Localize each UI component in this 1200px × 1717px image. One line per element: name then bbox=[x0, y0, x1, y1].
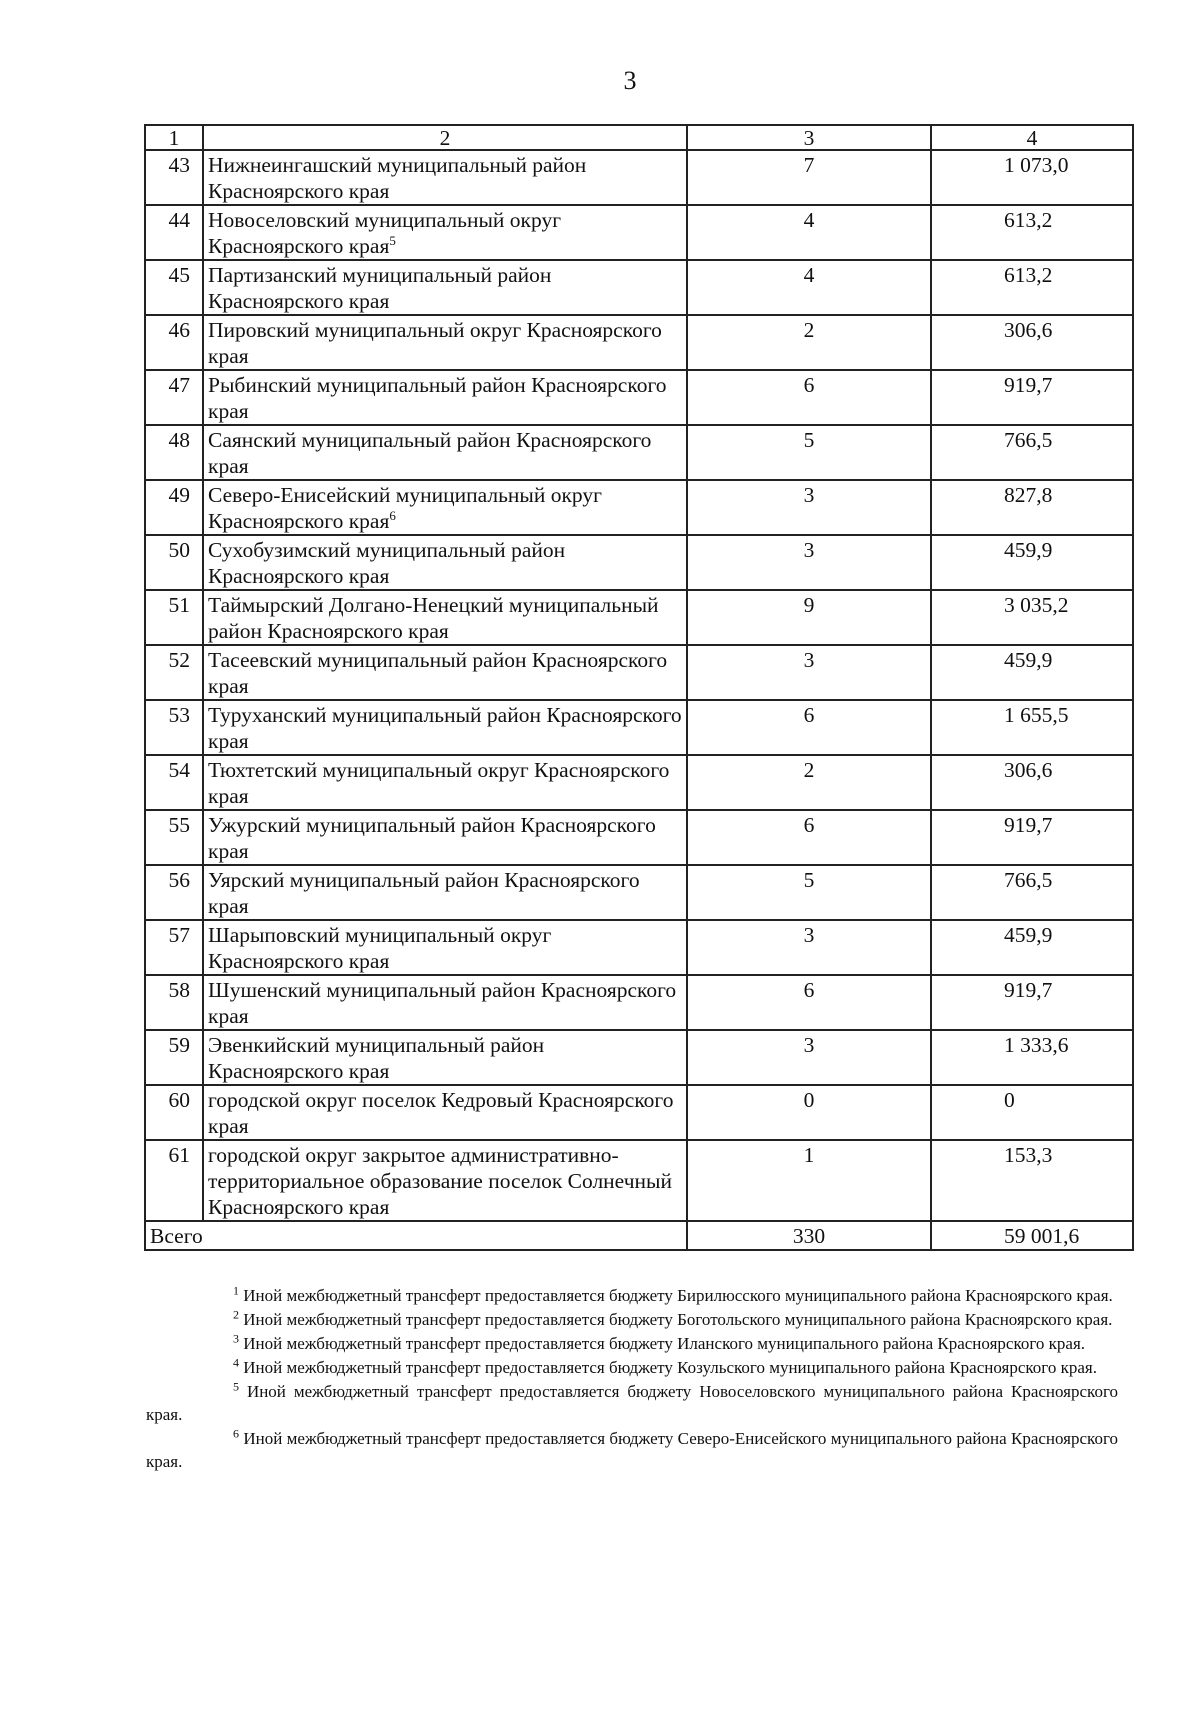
footnote-mark: 4 bbox=[233, 1355, 239, 1370]
municipality-name bbox=[203, 920, 687, 975]
amount-cell: 153,3 bbox=[931, 1140, 1133, 1221]
count-cell: 2 bbox=[687, 755, 931, 810]
amount-cell: 766,5 bbox=[931, 425, 1133, 480]
count-cell: 3 bbox=[687, 480, 931, 535]
municipality-name bbox=[203, 150, 687, 205]
municipality-name-text: городской округ поселок Кедровый Красноярского края bbox=[208, 1088, 674, 1138]
header-col-4: 4 bbox=[931, 125, 1133, 150]
table-row bbox=[145, 1140, 1133, 1221]
table-header-row bbox=[145, 125, 1133, 150]
amount-cell: 919,7 bbox=[931, 810, 1133, 865]
footnote-text: Иной межбюджетный трансферт предоставляется бюджету Северо-Енисейского муниципального района Красноярского края. bbox=[146, 1429, 1118, 1471]
footnote bbox=[146, 1356, 1118, 1379]
footnote bbox=[146, 1284, 1118, 1307]
table-row bbox=[145, 150, 1133, 205]
municipality-name bbox=[203, 1085, 687, 1140]
municipality-name bbox=[203, 425, 687, 480]
table-row bbox=[145, 205, 1133, 260]
municipality-name-text: Тасеевский муниципальный район Красноярского края bbox=[208, 648, 668, 698]
count-cell: 9 bbox=[687, 590, 931, 645]
municipality-name bbox=[203, 260, 687, 315]
row-number: 57 bbox=[145, 920, 203, 975]
count-cell: 3 bbox=[687, 920, 931, 975]
municipality-name-text: Нижнеингашский муниципальный район Красноярского края bbox=[208, 153, 587, 203]
row-number: 53 bbox=[145, 700, 203, 755]
municipality-name bbox=[203, 1030, 687, 1085]
row-number: 44 bbox=[145, 205, 203, 260]
amount-cell: 919,7 bbox=[931, 370, 1133, 425]
municipality-name bbox=[203, 315, 687, 370]
municipality-name bbox=[203, 370, 687, 425]
table-row bbox=[145, 1030, 1133, 1085]
amount-cell: 919,7 bbox=[931, 975, 1133, 1030]
count-cell: 0 bbox=[687, 1085, 931, 1140]
total-count: 330 bbox=[687, 1221, 931, 1250]
footnote-ref: 5 bbox=[389, 232, 396, 248]
table-row bbox=[145, 645, 1133, 700]
count-cell: 6 bbox=[687, 700, 931, 755]
table-row bbox=[145, 590, 1133, 645]
amount-cell: 1 073,0 bbox=[931, 150, 1133, 205]
count-cell: 3 bbox=[687, 1030, 931, 1085]
amount-cell: 459,9 bbox=[931, 920, 1133, 975]
municipality-name bbox=[203, 865, 687, 920]
footnotes bbox=[146, 1284, 1118, 1474]
municipality-name-text: Уярский муниципальный район Красноярского края bbox=[208, 868, 640, 918]
total-label: Всего bbox=[145, 1221, 687, 1250]
amount-cell: 306,6 bbox=[931, 315, 1133, 370]
count-cell: 3 bbox=[687, 645, 931, 700]
row-number: 43 bbox=[145, 150, 203, 205]
table-row bbox=[145, 920, 1133, 975]
municipality-name bbox=[203, 700, 687, 755]
municipality-name-text: Ужурский муниципальный район Красноярского края bbox=[208, 813, 656, 863]
municipality-name-text: Таймырский Долгано-Ненецкий муниципальный район Красноярского края bbox=[208, 593, 659, 643]
table-row bbox=[145, 810, 1133, 865]
municipality-name-text: Северо-Енисейский муниципальный округ Красноярского края bbox=[208, 483, 602, 533]
row-number: 52 bbox=[145, 645, 203, 700]
municipality-name-text: Эвенкийский муниципальный район Красноярского края bbox=[208, 1033, 545, 1083]
footnote-ref: 6 bbox=[389, 507, 396, 523]
municipality-name bbox=[203, 975, 687, 1030]
row-number: 61 bbox=[145, 1140, 203, 1221]
table-row bbox=[145, 260, 1133, 315]
municipality-name-text: городской округ закрытое административно-территориальное образование поселок Солнечный Красноярского края bbox=[208, 1143, 672, 1219]
municipality-name-text: Пировский муниципальный округ Красноярского края bbox=[208, 318, 662, 368]
footnote-text: Иной межбюджетный трансферт предоставляется бюджету Новоселовского муниципального района Красноярского края. bbox=[146, 1382, 1118, 1424]
row-number: 54 bbox=[145, 755, 203, 810]
amount-cell: 1 655,5 bbox=[931, 700, 1133, 755]
footnote-mark: 5 bbox=[233, 1379, 239, 1394]
count-cell: 5 bbox=[687, 865, 931, 920]
row-number: 47 bbox=[145, 370, 203, 425]
table-row bbox=[145, 535, 1133, 590]
header-col-3: 3 bbox=[687, 125, 931, 150]
municipality-name-text: Сухобузимский муниципальный район Красноярского края bbox=[208, 538, 566, 588]
amount-cell: 613,2 bbox=[931, 205, 1133, 260]
municipality-name-text: Тюхтетский муниципальный округ Красноярского края bbox=[208, 758, 670, 808]
header-col-1: 1 bbox=[145, 125, 203, 150]
municipality-name bbox=[203, 205, 687, 260]
amount-cell: 459,9 bbox=[931, 645, 1133, 700]
municipality-name bbox=[203, 810, 687, 865]
row-number: 51 bbox=[145, 590, 203, 645]
municipality-name-text: Шарыповский муниципальный округ Красноярского края bbox=[208, 923, 552, 973]
count-cell: 4 bbox=[687, 260, 931, 315]
row-number: 45 bbox=[145, 260, 203, 315]
footnote-text: Иной межбюджетный трансферт предоставляется бюджету Козульского муниципального района Красноярского края. bbox=[243, 1358, 1097, 1377]
count-cell: 7 bbox=[687, 150, 931, 205]
amount-cell: 459,9 bbox=[931, 535, 1133, 590]
row-number: 58 bbox=[145, 975, 203, 1030]
amount-cell: 613,2 bbox=[931, 260, 1133, 315]
table-row bbox=[145, 315, 1133, 370]
footnote bbox=[146, 1332, 1118, 1355]
count-cell: 6 bbox=[687, 810, 931, 865]
municipality-name-text: Партизанский муниципальный район Красноярского края bbox=[208, 263, 552, 313]
municipality-name-text: Саянский муниципальный район Красноярского края bbox=[208, 428, 652, 478]
municipality-name bbox=[203, 1140, 687, 1221]
municipality-name bbox=[203, 755, 687, 810]
amount-cell: 3 035,2 bbox=[931, 590, 1133, 645]
count-cell: 3 bbox=[687, 535, 931, 590]
municipality-name-text: Рыбинский муниципальный район Красноярского края bbox=[208, 373, 667, 423]
count-cell: 4 bbox=[687, 205, 931, 260]
table-row bbox=[145, 370, 1133, 425]
table-row bbox=[145, 865, 1133, 920]
footnote-text: Иной межбюджетный трансферт предоставляется бюджету Боготольского муниципального района Красноярского края. bbox=[243, 1310, 1113, 1329]
count-cell: 5 bbox=[687, 425, 931, 480]
footnote bbox=[146, 1427, 1118, 1473]
count-cell: 6 bbox=[687, 975, 931, 1030]
table-row bbox=[145, 700, 1133, 755]
row-number: 56 bbox=[145, 865, 203, 920]
footnote-text: Иной межбюджетный трансферт предоставляется бюджету Бирилюсского муниципального района Красноярского края. bbox=[243, 1286, 1113, 1305]
count-cell: 6 bbox=[687, 370, 931, 425]
table-row bbox=[145, 1085, 1133, 1140]
footnote-mark: 6 bbox=[233, 1426, 239, 1441]
table-row bbox=[145, 975, 1133, 1030]
row-number: 50 bbox=[145, 535, 203, 590]
transfer-table bbox=[144, 124, 1134, 1251]
row-number: 59 bbox=[145, 1030, 203, 1085]
row-number: 60 bbox=[145, 1085, 203, 1140]
table-row bbox=[145, 755, 1133, 810]
row-number: 46 bbox=[145, 315, 203, 370]
municipality-name bbox=[203, 645, 687, 700]
amount-cell: 827,8 bbox=[931, 480, 1133, 535]
footnote-mark: 2 bbox=[233, 1307, 239, 1322]
municipality-name bbox=[203, 480, 687, 535]
total-amount: 59 001,6 bbox=[931, 1221, 1133, 1250]
count-cell: 1 bbox=[687, 1140, 931, 1221]
header-col-2: 2 bbox=[203, 125, 687, 150]
amount-cell: 1 333,6 bbox=[931, 1030, 1133, 1085]
footnote-text: Иной межбюджетный трансферт предоставляется бюджету Иланского муниципального района Красноярского края. bbox=[243, 1334, 1086, 1353]
row-number: 55 bbox=[145, 810, 203, 865]
municipality-name bbox=[203, 590, 687, 645]
table-row bbox=[145, 425, 1133, 480]
amount-cell: 0 bbox=[931, 1085, 1133, 1140]
footnote bbox=[146, 1308, 1118, 1331]
footnote bbox=[146, 1380, 1118, 1426]
amount-cell: 306,6 bbox=[931, 755, 1133, 810]
municipality-name-text: Туруханский муниципальный район Красноярского края bbox=[208, 703, 682, 753]
page-number: 3 bbox=[623, 66, 637, 95]
footnote-mark: 3 bbox=[233, 1331, 239, 1346]
municipality-name-text: Новоселовский муниципальный округ Красноярского края bbox=[208, 208, 562, 258]
row-number: 49 bbox=[145, 480, 203, 535]
table-row bbox=[145, 480, 1133, 535]
total-row bbox=[145, 1221, 1133, 1250]
row-number: 48 bbox=[145, 425, 203, 480]
count-cell: 2 bbox=[687, 315, 931, 370]
amount-cell: 766,5 bbox=[931, 865, 1133, 920]
municipality-name-text: Шушенский муниципальный район Красноярского края bbox=[208, 978, 677, 1028]
footnote-mark: 1 bbox=[233, 1283, 239, 1298]
municipality-name bbox=[203, 535, 687, 590]
